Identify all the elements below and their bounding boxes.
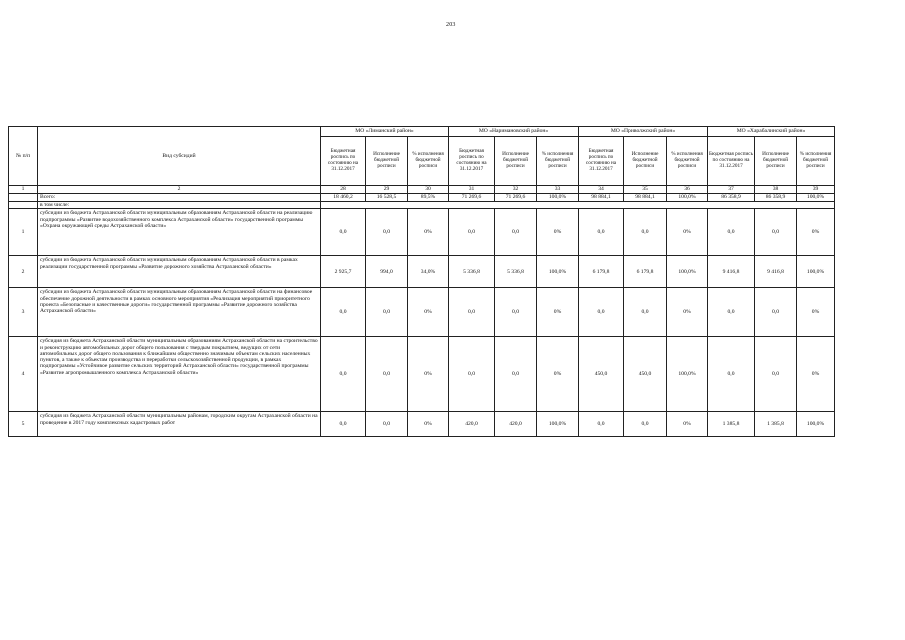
cell-value: 450,0 [624, 337, 667, 412]
cell-value: 0,0 [321, 412, 366, 437]
subsidy-description: субсидии из бюджета Астраханской области муниципальным образованиям Астраханской области на финансовое обеспечение дорожной деятельности в рамках основного мероприятия «Реализация мероприятий приоритетного проекта «Безопасные и качественные дороги» государственной программы «Развитие дорожного хозяйства Астраханской области» [38, 288, 321, 337]
column-number: 2 [38, 186, 321, 194]
total-row [9, 194, 835, 202]
cell-value: 0,0 [366, 337, 408, 412]
col-type-header: Вид субсидий [38, 127, 321, 186]
table-row [9, 209, 835, 256]
column-number: 31 [449, 186, 495, 194]
cell-value: 100,0% [537, 256, 579, 288]
cell-value: 0% [667, 288, 708, 337]
cell-value: 100,0% [667, 256, 708, 288]
column-number: 37 [708, 186, 755, 194]
subheader-execution: Исполнение бюджетной росписи [755, 137, 797, 186]
district-header: МО «Приволжский район» [579, 127, 708, 137]
cell-value: 0% [797, 337, 835, 412]
table-row [9, 412, 835, 437]
cell-value: 0,0 [579, 209, 624, 256]
cell-value: 0,0 [366, 209, 408, 256]
cell-value: 0,0 [755, 337, 797, 412]
column-number: 35 [624, 186, 667, 194]
cell-value: 0,0 [449, 288, 495, 337]
district-header: МО «Наримановский район» [449, 127, 579, 137]
cell-value: 0% [537, 209, 579, 256]
cell-value: 0% [797, 209, 835, 256]
cell-value: 0,0 [449, 337, 495, 412]
row-number: 3 [9, 288, 38, 337]
row-number: 2 [9, 256, 38, 288]
subheader-percent: % исполнения бюджетной росписи [797, 137, 835, 186]
total-value: 98 884,1 [624, 194, 667, 202]
cell-value: 1 385,8 [755, 412, 797, 437]
cell-value: 0,0 [708, 209, 755, 256]
column-number: 30 [408, 186, 449, 194]
cell-value: 0,0 [321, 209, 366, 256]
cell-value: 0% [408, 209, 449, 256]
cell-value: 0,0 [624, 209, 667, 256]
total-value: 98 884,1 [579, 194, 624, 202]
column-number: 1 [9, 186, 38, 194]
cell-value: 420,0 [495, 412, 537, 437]
table-row [9, 256, 835, 288]
cell-value: 100,0% [537, 412, 579, 437]
district-header: МО «Харабалинский район» [708, 127, 835, 137]
cell-value: 450,0 [579, 337, 624, 412]
subheader-execution: Исполнение бюджетной росписи [624, 137, 667, 186]
subsidy-table [8, 118, 835, 437]
subheader-percent: % исполнения бюджетной росписи [667, 137, 708, 186]
district-header: МО «Лиманский район» [321, 127, 449, 137]
total-value: 71 269,6 [449, 194, 495, 202]
cell-value: 9 416,8 [708, 256, 755, 288]
cell-value: 0% [537, 288, 579, 337]
cell-value: 0% [667, 412, 708, 437]
column-number: 34 [579, 186, 624, 194]
subheader-percent: % исполнения бюджетной росписи [408, 137, 449, 186]
subheader-execution: Исполнение бюджетной росписи [366, 137, 408, 186]
row-number: 5 [9, 412, 38, 437]
subheader-budget: Бюджетная роспись по состоянию на 31.12.2017 [708, 137, 755, 186]
total-value: 100,0% [797, 194, 835, 202]
cell-value: 0% [667, 209, 708, 256]
column-number: 33 [537, 186, 579, 194]
subheader-budget: Бюджетная роспись по состоянию на 31.12.2017 [449, 137, 495, 186]
total-value: 86 358,9 [755, 194, 797, 202]
column-number: 29 [366, 186, 408, 194]
cell-value: 0,0 [708, 288, 755, 337]
total-value: 86 358,9 [708, 194, 755, 202]
cell-value: 1 385,8 [708, 412, 755, 437]
cell-value: 0% [537, 337, 579, 412]
cell-value: 6 179,8 [579, 256, 624, 288]
cell-value: 0% [408, 288, 449, 337]
cell-value: 0,0 [579, 412, 624, 437]
total-value: 16 528,5 [366, 194, 408, 202]
cell-value: 994,0 [366, 256, 408, 288]
column-number: 28 [321, 186, 366, 194]
column-number: 36 [667, 186, 708, 194]
table-row [9, 288, 835, 337]
cell-value: 0,0 [708, 337, 755, 412]
cell-value: 2 925,7 [321, 256, 366, 288]
total-value: 18 460,2 [321, 194, 366, 202]
subsidy-description: субсидия из бюджета Астраханской области муниципальным образованиям Астраханской области на строительство и реконструкцию автомобильных дорог общего пользования с твердым покрытием, ведущих от сети автомобильных дорог общего пользования к ближайшим общественно значимым объектам сельских населенных пунктов, а также к объектам производства и переработки сельскохозяйственной продукции, в рамках подпрограммы «Устойчивое развитие сельских территорий Астраханской области» государственной программы «Развитие агропромышленного комплекса Астраханской области» [38, 337, 321, 412]
cell-value: 420,0 [449, 412, 495, 437]
column-number: 39 [797, 186, 835, 194]
total-value: 71 269,6 [495, 194, 537, 202]
cell-value: 5 336,8 [449, 256, 495, 288]
total-label: Всего: [38, 194, 321, 202]
total-value: 100,0% [667, 194, 708, 202]
including-row [9, 202, 835, 209]
cell-value: 0,0 [495, 209, 537, 256]
column-number: 32 [495, 186, 537, 194]
subheader-budget: Бюджетная роспись по состоянию на 31.12.2017 [321, 137, 366, 186]
subheader-execution: Исполнение бюджетной росписи [495, 137, 537, 186]
cell-value: 0,0 [755, 209, 797, 256]
column-number-row [9, 186, 835, 194]
cell-value: 34,0% [408, 256, 449, 288]
cell-value: 0% [797, 288, 835, 337]
subheader-percent: % исполнения бюджетной росписи [537, 137, 579, 186]
including-label: в том числе: [38, 202, 321, 209]
column-number: 38 [755, 186, 797, 194]
cell-value: 0% [408, 412, 449, 437]
cell-value: 0,0 [624, 288, 667, 337]
cell-value: 6 179,8 [624, 256, 667, 288]
cell-value: 0,0 [321, 337, 366, 412]
cell-value: 0,0 [366, 288, 408, 337]
cell-value: 0,0 [495, 337, 537, 412]
subsidy-description: субсидии из бюджета Астраханской области муниципальным образованиям Астраханской области в рамках реализации государственной программы «Развитие дорожного хозяйства Астраханской области» [38, 256, 321, 288]
cell-value: 0,0 [495, 288, 537, 337]
cell-value: 5 336,8 [495, 256, 537, 288]
subheader-budget: Бюджетная роспись по состоянию на 31.12.2017 [579, 137, 624, 186]
table-row [9, 337, 835, 412]
total-value: 89,5% [408, 194, 449, 202]
cell-value: 0% [408, 337, 449, 412]
total-value: 100,0% [537, 194, 579, 202]
subsidy-description: субсидии из бюджета Астраханской области муниципальным образованиям Астраханской области на реализацию подпрограммы «Развитие водохозяйственного комплекса Астраханской области» государственной программы «Охрана окружающей среды Астраханской области» [38, 209, 321, 256]
cell-value: 0,0 [366, 412, 408, 437]
row-number: 4 [9, 337, 38, 412]
cell-value: 0,0 [755, 288, 797, 337]
col-no-header: № п/п [9, 127, 38, 186]
page-number: 203 [446, 22, 456, 28]
cell-value: 0,0 [579, 288, 624, 337]
cell-value: 0,0 [624, 412, 667, 437]
row-number: 1 [9, 209, 38, 256]
cell-value: 0,0 [321, 288, 366, 337]
cell-value: 100,0% [667, 337, 708, 412]
cell-value: 100,0% [797, 412, 835, 437]
cell-value: 0,0 [449, 209, 495, 256]
subsidy-description: субсидия из бюджета Астраханской области муниципальным районам, городским округам Астраханской области на проведение в 2017 году комплексных кадастровых работ [38, 412, 321, 437]
cell-value: 100,0% [797, 256, 835, 288]
cell-value: 9 416,8 [755, 256, 797, 288]
